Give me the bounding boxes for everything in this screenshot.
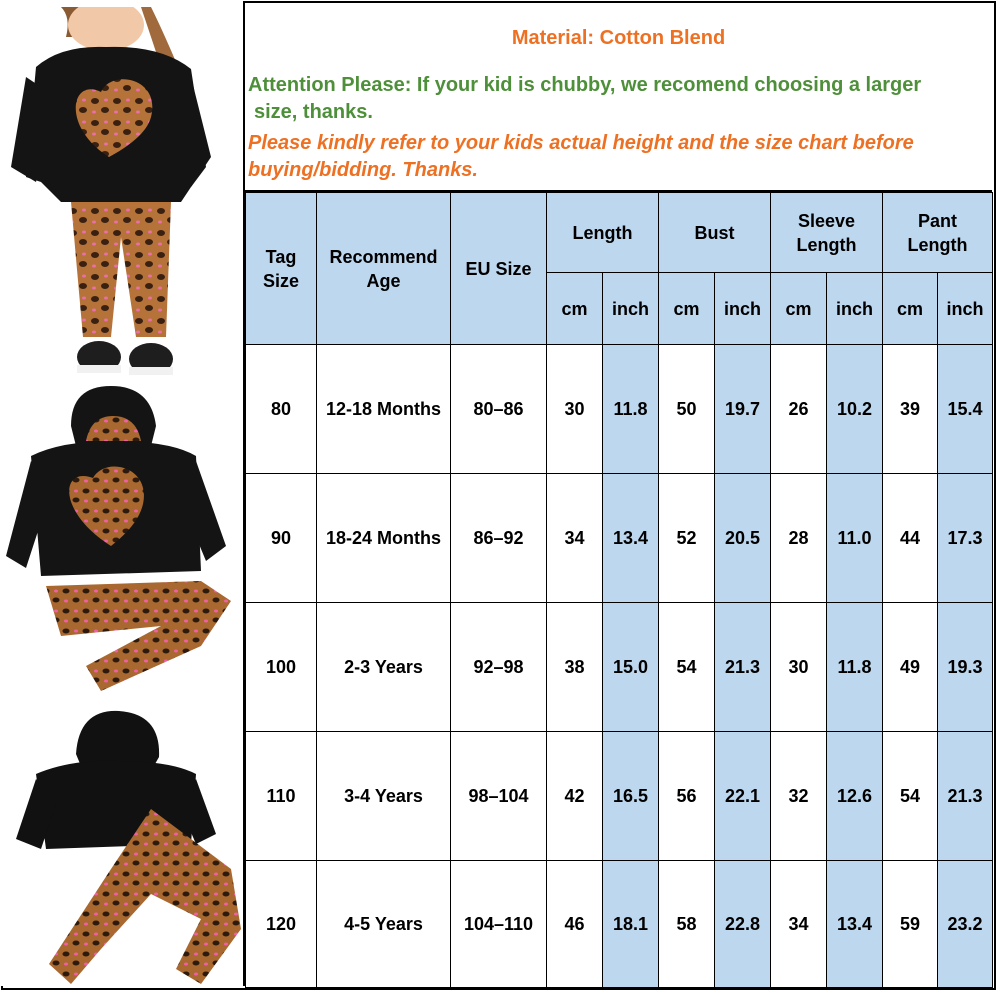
table-row	[246, 474, 993, 603]
cell-bust-cm: 58	[659, 861, 715, 988]
girl-wearing-hoodie-photo	[1, 7, 243, 382]
cell-recommend-age: 4-5 Years	[317, 861, 451, 988]
cell-sleeve-inch: 11.0	[827, 474, 883, 603]
table-row	[246, 861, 993, 988]
size-chart-table	[245, 192, 993, 988]
cell-sleeve-cm: 28	[771, 474, 827, 603]
cell-bust-cm: 54	[659, 603, 715, 732]
cell-length-inch: 11.8	[603, 345, 659, 474]
cell-length-inch: 18.1	[603, 861, 659, 988]
cell-pant-inch: 23.2	[938, 861, 993, 988]
cell-length-inch: 15.0	[603, 603, 659, 732]
cell-sleeve-cm: 26	[771, 345, 827, 474]
header-tag-size: Tag Size	[246, 193, 317, 345]
hoodie-and-pants-flat-lay-photo	[1, 386, 243, 706]
cell-pant-inch: 21.3	[938, 732, 993, 861]
cell-length-cm: 34	[547, 474, 603, 603]
cell-bust-inch: 19.7	[715, 345, 771, 474]
cell-bust-inch: 22.8	[715, 861, 771, 988]
cell-tag-size: 80	[246, 345, 317, 474]
cell-sleeve-inch: 12.6	[827, 732, 883, 861]
header-length: Length	[547, 193, 659, 273]
material-text: Material: Cotton Blend	[511, 27, 726, 49]
header-length-cm: cm	[547, 273, 603, 345]
attention-notice	[248, 72, 978, 126]
cell-recommend-age: 3-4 Years	[317, 732, 451, 861]
refer-line-2: buying/bidding. Thanks.	[248, 159, 478, 181]
cell-recommend-age: 2-3 Years	[317, 603, 451, 732]
refer-notice	[248, 130, 978, 184]
header-bust-inch: inch	[715, 273, 771, 345]
cell-tag-size: 100	[246, 603, 317, 732]
cell-eu-size: 92–98	[451, 603, 547, 732]
header-pant-length: Pant Length	[883, 193, 993, 273]
header-bust-cm: cm	[659, 273, 715, 345]
cell-pant-inch: 15.4	[938, 345, 993, 474]
product-photo-column	[1, 1, 245, 986]
cell-tag-size: 120	[246, 861, 317, 988]
cell-sleeve-inch: 10.2	[827, 345, 883, 474]
cell-sleeve-inch: 13.4	[827, 861, 883, 988]
cell-sleeve-cm: 32	[771, 732, 827, 861]
cell-bust-cm: 52	[659, 474, 715, 603]
cell-eu-size: 104–110	[451, 861, 547, 988]
hoodie-back-and-pants-photo	[1, 709, 243, 984]
cell-sleeve-cm: 34	[771, 861, 827, 988]
cell-length-cm: 30	[547, 345, 603, 474]
header-sleeve-length: Sleeve Length	[771, 193, 883, 273]
cell-recommend-age: 12-18 Months	[317, 345, 451, 474]
header-pant-inch: inch	[938, 273, 993, 345]
header-eu-size: EU Size	[451, 193, 547, 345]
cell-sleeve-inch: 11.8	[827, 603, 883, 732]
table-row	[246, 603, 993, 732]
cell-tag-size: 110	[246, 732, 317, 861]
cell-recommend-age: 18-24 Months	[317, 474, 451, 603]
cell-eu-size: 98–104	[451, 732, 547, 861]
cell-pant-cm: 59	[883, 861, 938, 988]
cell-bust-inch: 21.3	[715, 603, 771, 732]
table-header-row-1	[246, 193, 993, 273]
cell-pant-cm: 39	[883, 345, 938, 474]
cell-pant-inch: 19.3	[938, 603, 993, 732]
size-chart-header	[245, 1, 992, 192]
cell-bust-inch: 20.5	[715, 474, 771, 603]
cell-length-inch: 13.4	[603, 474, 659, 603]
cell-pant-cm: 54	[883, 732, 938, 861]
cell-length-cm: 46	[547, 861, 603, 988]
cell-bust-cm: 56	[659, 732, 715, 861]
table-row	[246, 345, 993, 474]
cell-eu-size: 86–92	[451, 474, 547, 603]
header-length-inch: inch	[603, 273, 659, 345]
attention-line-2: size, thanks.	[254, 101, 373, 123]
header-sleeve-inch: inch	[827, 273, 883, 345]
header-recommend-age: Recommend Age	[317, 193, 451, 345]
cell-tag-size: 90	[246, 474, 317, 603]
cell-length-cm: 38	[547, 603, 603, 732]
attention-line-1: Attention Please: If your kid is chubby, we recomend choosing a larger	[248, 74, 922, 96]
header-sleeve-cm: cm	[771, 273, 827, 345]
header-bust: Bust	[659, 193, 771, 273]
cell-length-cm: 42	[547, 732, 603, 861]
cell-length-inch: 16.5	[603, 732, 659, 861]
refer-line-1: Please kindly refer to your kids actual height and the size chart before	[248, 132, 914, 154]
cell-pant-cm: 44	[883, 474, 938, 603]
cell-sleeve-cm: 30	[771, 603, 827, 732]
cell-bust-cm: 50	[659, 345, 715, 474]
table-row	[246, 732, 993, 861]
cell-pant-inch: 17.3	[938, 474, 993, 603]
header-pant-cm: cm	[883, 273, 938, 345]
cell-pant-cm: 49	[883, 603, 938, 732]
cell-bust-inch: 22.1	[715, 732, 771, 861]
cell-eu-size: 80–86	[451, 345, 547, 474]
